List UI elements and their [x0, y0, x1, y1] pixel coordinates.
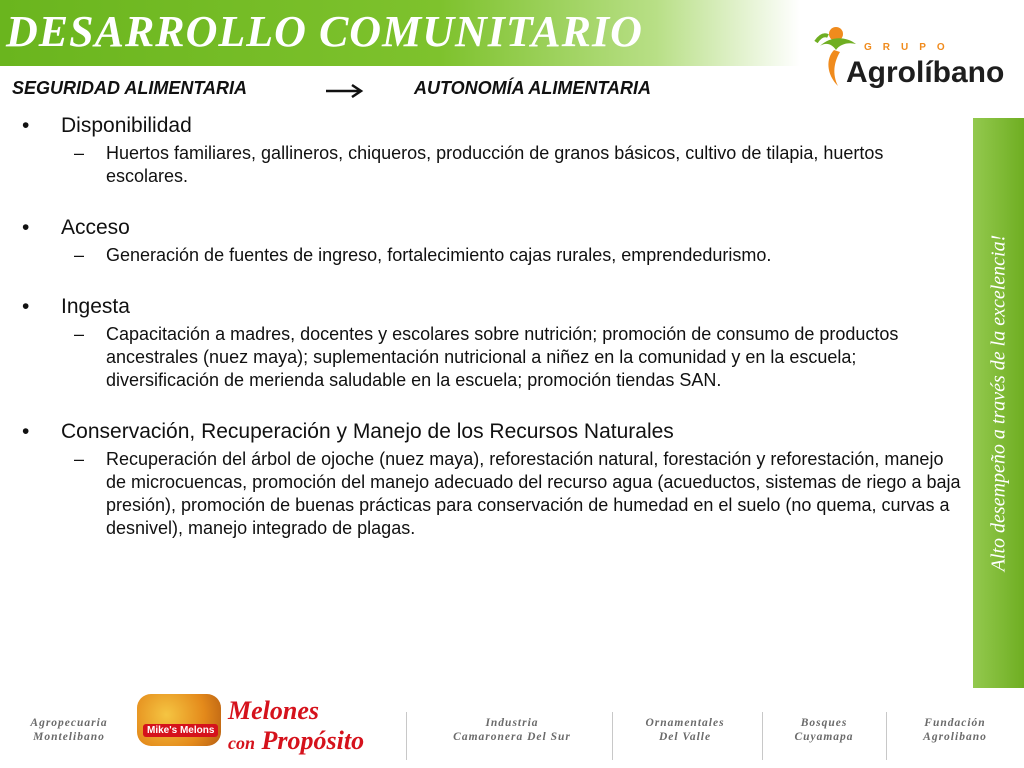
footer-company-line2: Agrolibano: [923, 731, 987, 743]
footer-divider: [612, 712, 613, 760]
agrolibano-logo: [812, 22, 1005, 94]
title-bar: [0, 0, 800, 66]
footer-company-line2: Cuyamapa: [794, 731, 854, 743]
bullet-dot-icon: •: [22, 420, 30, 443]
footer-company-line1: Bosques: [800, 717, 848, 729]
bullet-dot-icon: •: [22, 216, 30, 239]
melones-title-line2: [228, 726, 364, 756]
bullet-conservacion: [22, 418, 962, 446]
footer-company-line2: Del Valle: [658, 731, 712, 743]
footer-company: [14, 716, 124, 744]
bullet-title: Conservación, Recuperación y Manejo de los Recursos Naturales: [61, 420, 674, 443]
bullet-title: Acceso: [61, 216, 130, 239]
sub-item-text: Recuperación del árbol de ojoche (nuez maya), reforestación natural, forestación y reforestación, manejo de microcuencas, promoción del manejo adecuado del recurso agua (acueductos, sistemas de riego a baja presión), promoción de buenas prácticas para conservación de humedad en el suelo (no quema, curvas a desnivel), manejo integrado de plagas.: [106, 449, 961, 538]
footer-company: [772, 716, 876, 744]
logo-brand-text: Agrolíbano: [846, 56, 1005, 89]
melones-title-line1: Melones: [228, 696, 319, 725]
page-title: DESARROLLO COMUNITARIO: [6, 7, 643, 56]
bullet-dot-icon: •: [22, 114, 30, 137]
logo-grupo-text: GRUPO: [864, 42, 956, 53]
bullet-dot-icon: •: [22, 295, 30, 318]
melones-proposito: Propósito: [261, 726, 365, 755]
slogan-text: Alto desempeño a través de la excelencia!: [987, 234, 1009, 572]
arrow-right-icon: [326, 82, 364, 98]
subtitle-right: AUTONOMÍA ALIMENTARIA: [414, 78, 651, 98]
footer-company-line2: Camaronera Del Sur: [453, 731, 571, 743]
dash-icon: –: [74, 245, 85, 265]
footer-company-line1: Industria: [485, 717, 539, 729]
footer-company: [896, 716, 1014, 744]
content-list: [22, 112, 962, 540]
dash-icon: –: [74, 324, 85, 344]
melones-con: con: [228, 733, 255, 753]
footer-company-line2: Montelibano: [33, 731, 105, 743]
dash-icon: –: [74, 449, 85, 469]
sub-item-text: Capacitación a madres, docentes y escolares sobre nutrición; promoción de consumo de productos ancestrales (nuez maya); suplementación nutricional a niñez en la comunidad y en la escuela; diversificación de merienda saludable en la escuela; promoción tiendas SAN.: [106, 324, 899, 390]
dash-icon: –: [74, 143, 85, 163]
footer-company-line1: Fundación: [924, 717, 986, 729]
slogan-sidebar: [973, 118, 1024, 688]
sub-item-text: Huertos familiares, gallineros, chiqueros, producción de granos básicos, cultivo de tilapia, huertos escolares.: [106, 143, 884, 186]
footer-company-line1: Agropecuaria: [30, 717, 108, 729]
bullet-ingesta: [22, 293, 962, 321]
bullet-title: Disponibilidad: [61, 114, 192, 137]
sub-item-text: Generación de fuentes de ingreso, fortalecimiento cajas rurales, emprendedurismo.: [106, 245, 772, 265]
footer: [0, 688, 1024, 768]
footer-company: [624, 716, 746, 744]
melons-badge-icon: [137, 694, 221, 746]
footer-company: [424, 716, 600, 744]
bullet-disponibilidad: [22, 112, 962, 140]
sub-item: [22, 323, 962, 392]
footer-divider: [762, 712, 763, 760]
footer-divider: [406, 712, 407, 760]
subtitle-left: SEGURIDAD ALIMENTARIA: [12, 78, 247, 98]
melons-badge-text: Mike's Melons: [143, 724, 218, 737]
bullet-title: Ingesta: [61, 295, 130, 318]
footer-company-line1: Ornamentales: [645, 717, 725, 729]
bullet-acceso: [22, 214, 962, 242]
sub-item: [22, 142, 962, 188]
sub-item: [22, 244, 962, 267]
sub-item: [22, 448, 962, 540]
footer-divider: [886, 712, 887, 760]
